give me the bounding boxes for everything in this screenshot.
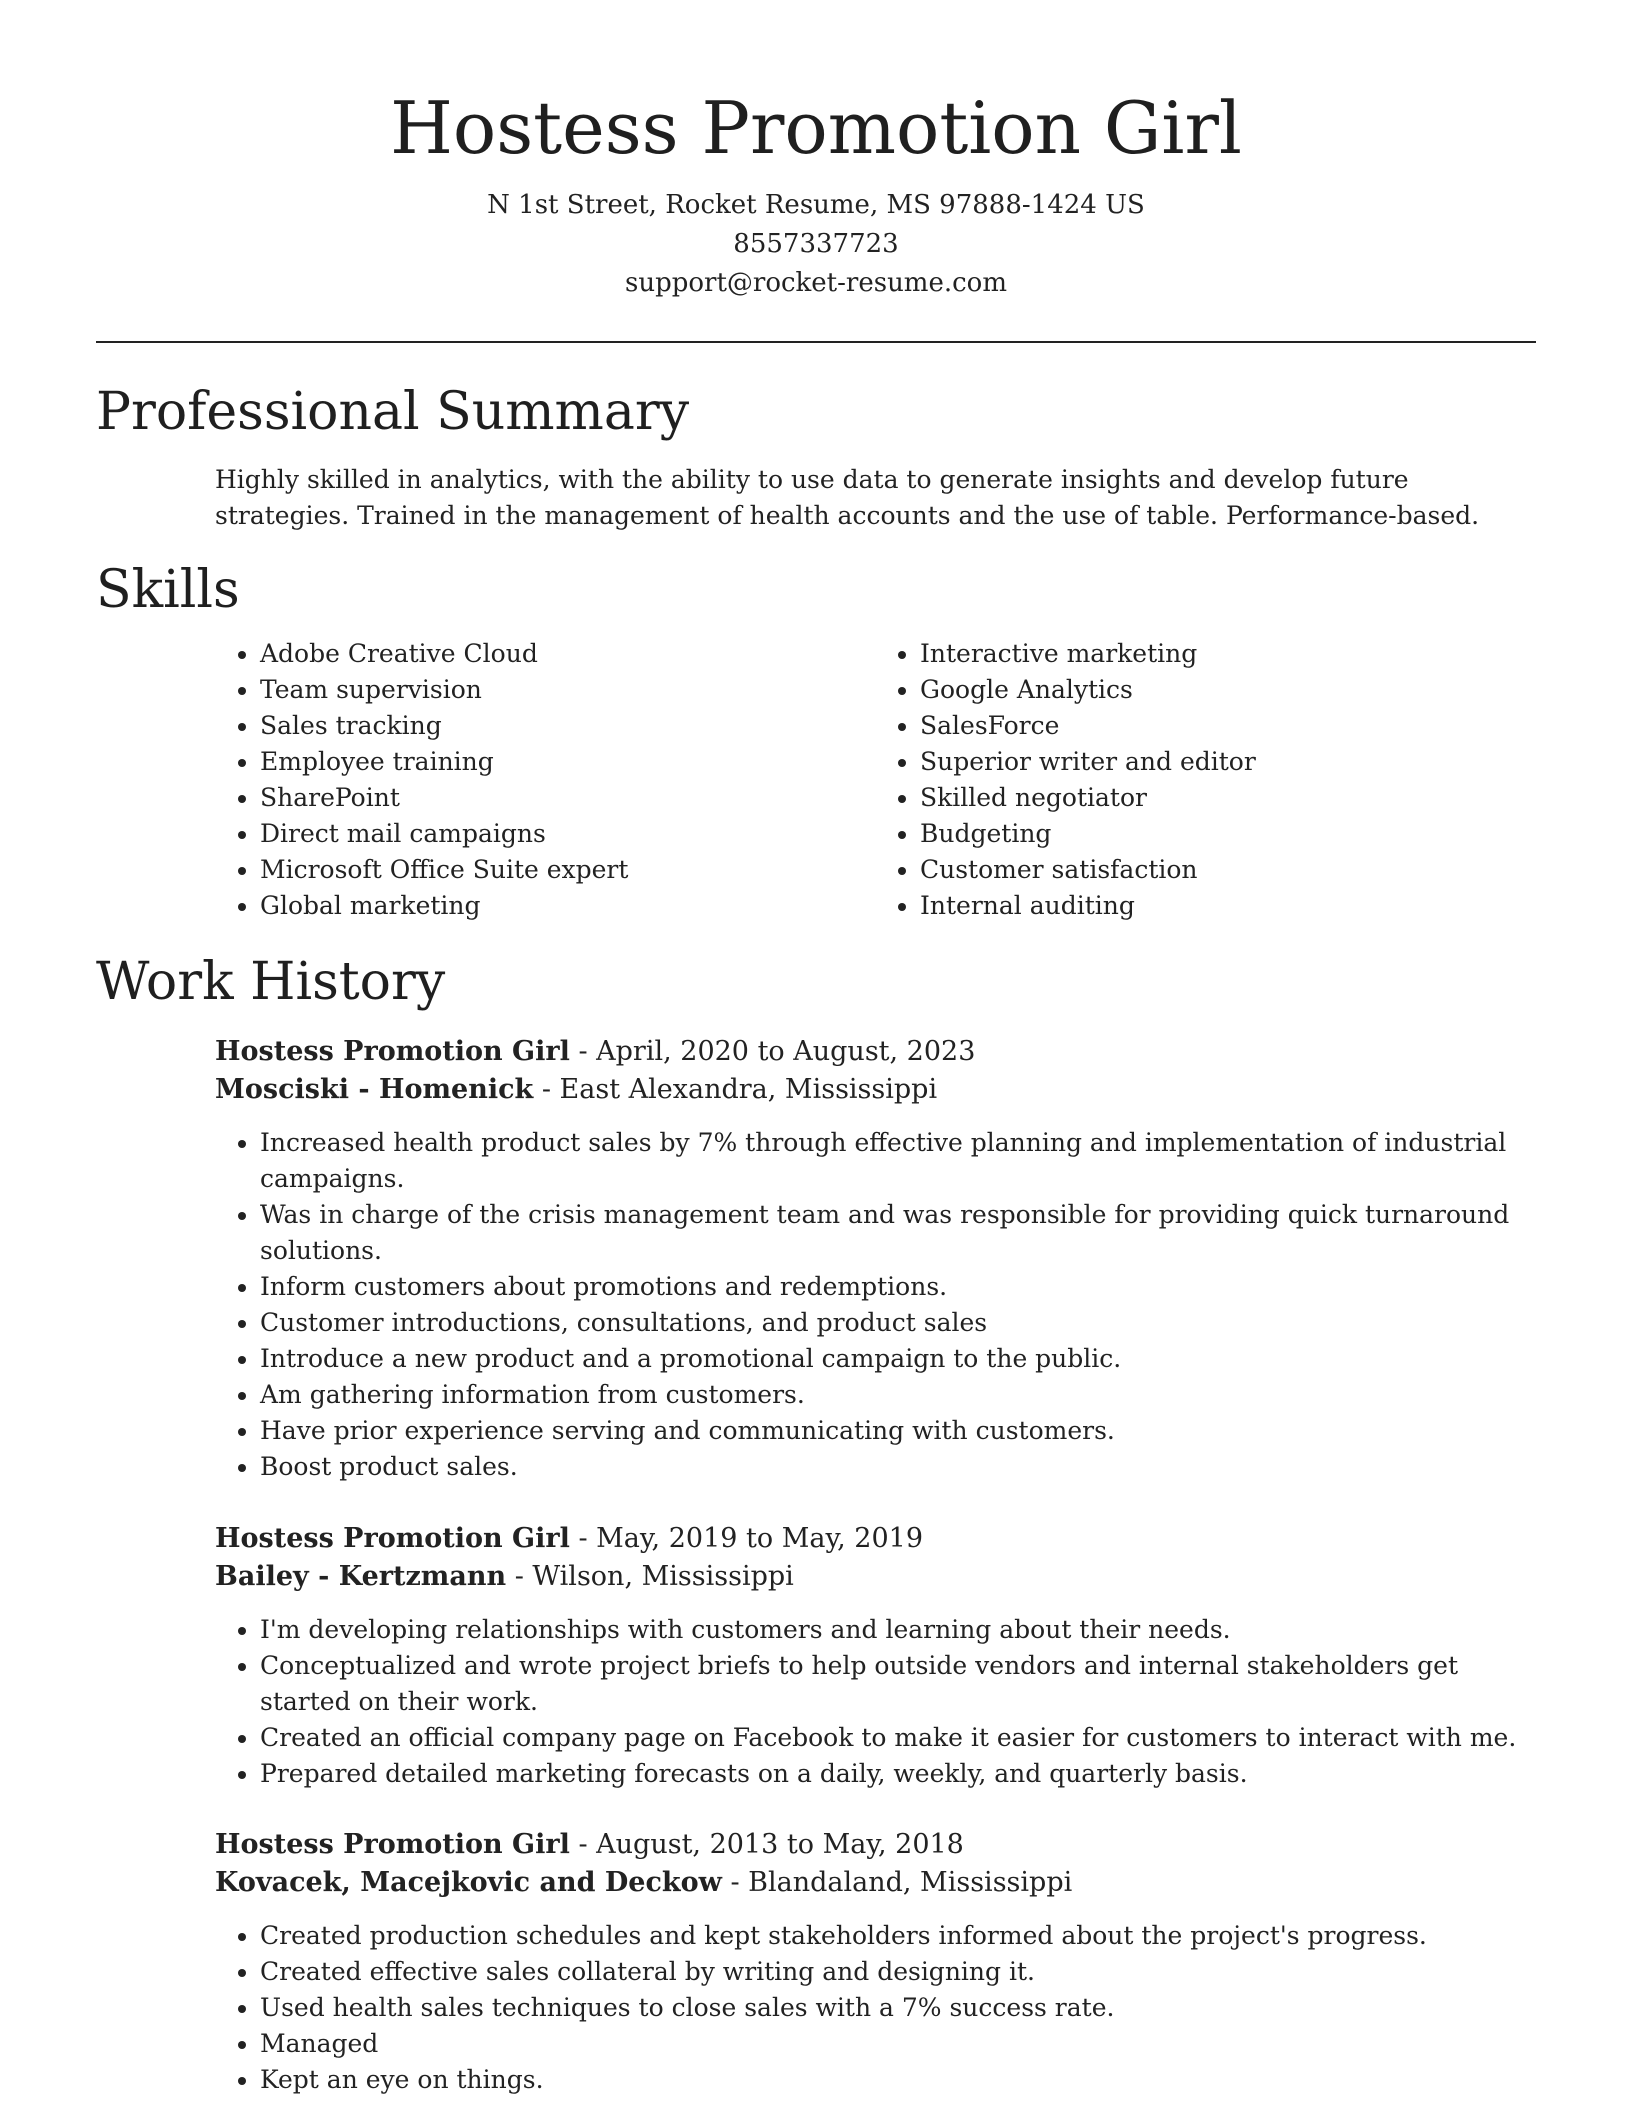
email-text: support@rocket-resume.com [624,268,1007,298]
job-dates: - May, 2019 to May, 2019 [569,1523,923,1554]
skill-item: • SharePoint [260,780,875,816]
skills-list [215,636,1535,924]
job-bullet: • Customer introductions, consultations, and product sales [260,1305,1520,1341]
summary-heading: Professional Summary [96,382,690,442]
job-bullets [215,1918,1520,2098]
skill-item: • Employee training [260,744,875,780]
job-bullet: • Prepared detailed marketing forecasts on a daily, weekly, and quarterly basis. [260,1756,1520,1792]
job-bullet: • I'm developing relationships with customers and learning about their needs. [260,1612,1520,1648]
candidate-name: Hostess Promotion Girl [390,86,1242,170]
job-bullet: • Inform customers about promotions and redemptions. [260,1269,1520,1305]
skill-item: • Global marketing [260,888,875,924]
phone-text: 8557337723 [733,229,899,259]
skills-column-left [215,636,875,924]
resume-header [0,0,1632,303]
job-company: Bailey - Kertzmann [215,1561,507,1592]
skill-item: • Internal auditing [920,888,1535,924]
job-bullet: • Used health sales techniques to close sales with a 7% success rate. [260,1990,1520,2026]
job-bullet: • Boost product sales. [260,1449,1520,1485]
job-bullets [215,1125,1520,1485]
job-title-line [215,1033,1535,1071]
skill-item: • Interactive marketing [920,636,1535,672]
skill-item: • Google Analytics [920,672,1535,708]
job-title-line [215,1520,1535,1558]
job-bullet: • Managed [260,2026,1520,2062]
work-history-heading: Work History [96,952,446,1012]
contact-info [0,186,1632,303]
job-entry [215,1033,1535,1485]
skill-item: • SalesForce [920,708,1535,744]
job-company-line [215,1864,1535,1902]
skill-item: • Skilled negotiator [920,780,1535,816]
job-role: Hostess Promotion Girl [215,1523,570,1554]
job-role: Hostess Promotion Girl [215,1829,570,1860]
skill-item: • Team supervision [260,672,875,708]
job-location: - East Alexandra, Mississippi [533,1074,938,1105]
job-company: Kovacek, Macejkovic and Deckow [215,1867,722,1898]
skill-item: • Customer satisfaction [920,852,1535,888]
job-bullet: • Created an official company page on Facebook to make it easier for customers to interact with me. [260,1720,1520,1756]
job-bullet: • Created production schedules and kept stakeholders informed about the project's progress. [260,1918,1520,1954]
job-title-line [215,1826,1535,1864]
job-bullet: • Created effective sales collateral by writing and designing it. [260,1954,1520,1990]
job-location: - Blandaland, Mississippi [721,1867,1073,1898]
skill-item: • Sales tracking [260,708,875,744]
job-entry [215,1826,1535,2098]
job-bullet: • Kept an eye on things. [260,2062,1520,2098]
job-bullet: • Conceptualized and wrote project briefs to help outside vendors and internal stakeholders get started on their work. [260,1648,1520,1720]
job-role: Hostess Promotion Girl [215,1036,570,1067]
skill-item: • Adobe Creative Cloud [260,636,875,672]
skills-heading: Skills [96,560,240,620]
job-entry [215,1520,1535,1792]
job-company: Mosciski - Homenick [215,1074,534,1105]
job-bullets [215,1612,1520,1792]
job-bullet: • Was in charge of the crisis management team and was responsible for providing quick turnaround solutions. [260,1197,1520,1269]
job-location: - Wilson, Mississippi [506,1561,794,1592]
job-company-line [215,1558,1535,1596]
job-bullet: • Am gathering information from customers. [260,1377,1520,1413]
skill-item: • Direct mail campaigns [260,816,875,852]
job-bullet: • Introduce a new product and a promotional campaign to the public. [260,1341,1520,1377]
job-company-line [215,1071,1535,1109]
summary-text: Highly skilled in analytics, with the ability to use data to generate insights and develop future strategies. Trained in the management of health accounts and the use of table. Performance-based. [215,465,1480,530]
job-dates: - April, 2020 to August, 2023 [569,1036,976,1067]
skills-column-right [875,636,1535,924]
job-bullet: • Increased health product sales by 7% through effective planning and implementation of industrial campaigns. [260,1125,1520,1197]
skill-item: • Superior writer and editor [920,744,1535,780]
job-dates: - August, 2013 to May, 2018 [569,1829,964,1860]
skill-item: • Budgeting [920,816,1535,852]
job-bullet: • Have prior experience serving and communicating with customers. [260,1413,1520,1449]
address-text: N 1st Street, Rocket Resume, MS 97888-1424 US [487,190,1145,220]
skill-item: • Microsoft Office Suite expert [260,852,875,888]
header-divider [96,341,1536,343]
